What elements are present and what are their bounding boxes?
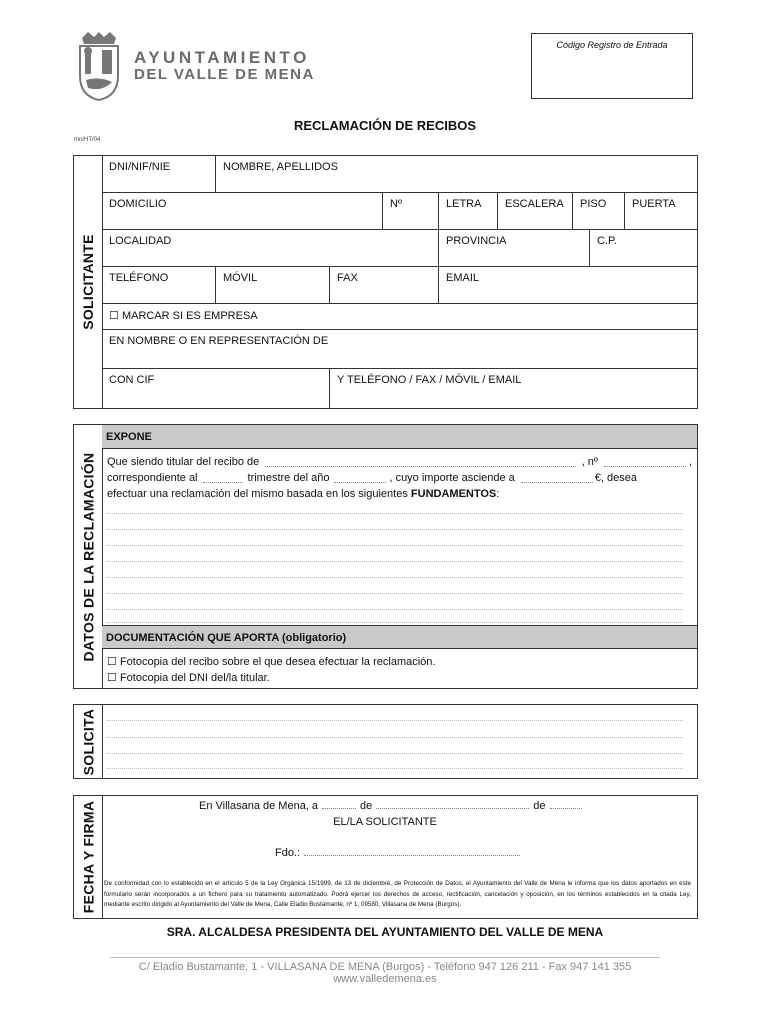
recibo-blank[interactable] (265, 454, 575, 467)
solicitante-side-label: SOLICITANTE (73, 155, 103, 409)
dni-field[interactable]: DNI/NIF/NIE (102, 156, 216, 193)
reclamacion-section (102, 424, 698, 689)
nombre-field[interactable]: NOMBRE, APELLIDOS (216, 156, 697, 193)
fundamentos-line[interactable] (107, 577, 683, 578)
email-field[interactable]: EMAIL (439, 267, 697, 304)
footer-web[interactable]: www.valledemena.es (333, 973, 437, 985)
firma-blank[interactable] (304, 847, 520, 856)
documentacion-header: DOCUMENTACIÓN QUE APORTA (obligatorio) (102, 625, 697, 649)
firma-side-label: FECHA Y FIRMA (73, 795, 103, 919)
fundamentos-line[interactable] (107, 545, 683, 546)
empresa-label: MARCAR SI ES EMPRESA (121, 310, 258, 322)
fundamentos-line[interactable] (107, 513, 683, 514)
dia-blank[interactable] (322, 800, 356, 809)
legal-notice: De conformidad con lo establecido en el artículo 5 de la Ley Orgánica 15/1999, de 13 de diciembre, de Protección de Datos, el Ayuntamiento del Valle de Mena le informa que los datos aportados en este formulario serán incorporados a un fichero para su tratamiento automatizado. Podrá ejercer los derechos de acceso, rectificación, cancelación y oposición, en los términos establecidos en la citada Ley, mediante escrito dirigido al Ayuntamiento del Valle de Mena, Calle Eladio Bustamante, nº 1, 09580, Villasana de Mena (Burgos). (104, 880, 691, 908)
fecha-line: En Villasana de Mena, a de de (199, 800, 582, 812)
puerta-field[interactable]: PUERTA (625, 193, 697, 230)
numero-field[interactable]: Nº (383, 193, 439, 230)
provincia-field[interactable]: PROVINCIA (439, 230, 590, 267)
doc-item-recibo[interactable]: ☐ Fotocopia del recibo sobre el que desea efectuar la reclamación. (107, 656, 436, 668)
solicita-line[interactable] (107, 737, 683, 738)
numero-blank[interactable] (604, 454, 686, 467)
page-title: RECLAMACIÓN DE RECIBOS (293, 118, 476, 133)
piso-field[interactable]: PISO (573, 193, 625, 230)
fax-field[interactable]: FAX (330, 267, 439, 304)
movil-field[interactable]: MÓVIL (216, 267, 330, 304)
registry-stamp-box (531, 33, 693, 99)
solicita-line[interactable] (107, 720, 683, 721)
representacion-field[interactable]: EN NOMBRE O EN REPRESENTACIÓN DE (102, 330, 697, 369)
addressee: SRA. ALCALDESA PRESIDENTA DEL AYUNTAMIENTO DEL VALLE DE MENA (166, 925, 604, 939)
solicita-line[interactable] (107, 768, 683, 769)
firma-line: Fdo.: (275, 847, 520, 859)
fundamentos-line[interactable] (107, 561, 683, 562)
importe-blank[interactable] (521, 470, 593, 483)
trimestre-blank[interactable] (203, 470, 243, 483)
letra-field[interactable]: LETRA (439, 193, 498, 230)
footer-address: C/ Eladio Bustamante, 1 - VILLASANA DE MENA (Burgos) - Teléfono 947 126 211 - Fax 947 141 355 (138, 961, 632, 973)
checkbox-icon: ☐ (107, 672, 117, 684)
escalera-field[interactable]: ESCALERA (498, 193, 573, 230)
cif-field[interactable]: CON CIF (102, 369, 330, 408)
expone-header: EXPONE (102, 425, 697, 449)
expone-text: Que siendo titular del recibo de , nº , correspondiente al trimestre del año , cuyo importe asciende a €, desea efectuar una reclamación del mismo basada en los siguientes FUNDAMENTOS: (107, 456, 692, 500)
domicilio-field[interactable]: DOMICILIO (102, 193, 383, 230)
fundamentos-line[interactable] (107, 622, 683, 623)
empresa-checkbox-row[interactable] (102, 304, 697, 330)
anio-blank[interactable] (334, 470, 386, 483)
doc-item-dni[interactable]: ☐ Fotocopia del DNI del/la titular. (107, 672, 270, 684)
fundamentos-line[interactable] (107, 529, 683, 530)
localidad-field[interactable]: LOCALIDAD (102, 230, 439, 267)
mes-blank[interactable] (376, 800, 529, 809)
contacto-field[interactable]: Y TELÉFONO / FAX / MÓVIL / EMAIL (337, 374, 522, 386)
logo-subtitle: DEL VALLE DE MENA (134, 66, 315, 83)
registry-label: Código Registro de Entrada (556, 40, 668, 50)
cp-field[interactable]: C.P. (590, 230, 697, 267)
coat-of-arms-icon (74, 32, 124, 102)
solicitante-form (102, 155, 698, 409)
fundamentos-line[interactable] (107, 609, 683, 610)
footer-divider (110, 957, 660, 958)
solicitante-caption: EL/LA SOLICITANTE (333, 816, 437, 828)
logo-title: AYUNTAMIENTO (134, 48, 310, 67)
solicita-side-label: SOLICITA (73, 704, 103, 779)
fundamentos-line[interactable] (107, 593, 683, 594)
telefono-field[interactable]: TELÉFONO (102, 267, 216, 304)
reclamacion-side-label: DATOS DE LA RECLAMACIÓN (73, 424, 103, 689)
anio-firma-blank[interactable] (550, 800, 582, 809)
checkbox-icon: ☐ (107, 656, 117, 668)
documentacion-list (107, 654, 435, 686)
solicita-line[interactable] (107, 753, 683, 754)
form-reference: mn/HT/04 (74, 137, 101, 143)
checkbox-icon[interactable]: ☐ (109, 310, 119, 322)
